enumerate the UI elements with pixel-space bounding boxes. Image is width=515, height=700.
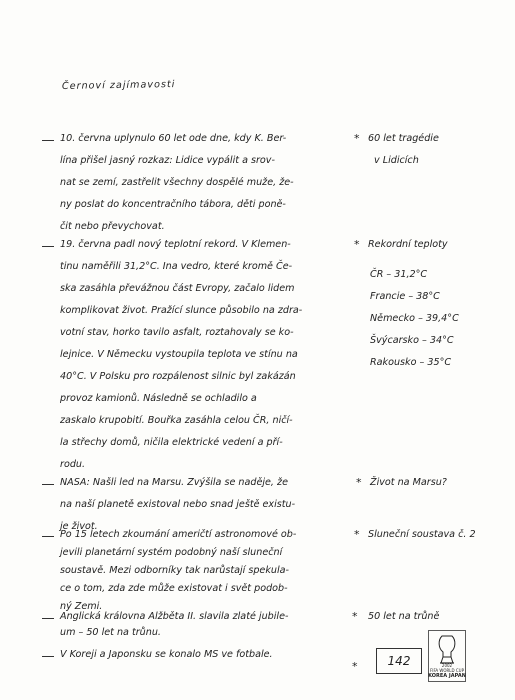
text-line: provoz kamionů. Následně se ochladilo a xyxy=(60,393,257,404)
margin-note: v Lidicích xyxy=(374,155,419,166)
text-line: NASA: Našli led na Marsu. Zvýšila se naděje, že xyxy=(60,477,288,488)
bullet-dash xyxy=(42,656,54,657)
text-line: komplikovat život. Pražící slunce působilo na zdra- xyxy=(60,305,303,316)
bullet-dash xyxy=(42,140,54,141)
star-icon: * xyxy=(354,238,360,251)
text-line: je život. xyxy=(60,521,98,532)
margin-note: Život na Marsu? xyxy=(370,477,447,488)
star-icon: * xyxy=(356,476,362,489)
margin-note: Německo – 39,4°C xyxy=(370,313,459,324)
page-title: Černoví zajímavosti xyxy=(61,79,176,92)
margin-note: Sluneční soustava č. 2 xyxy=(368,529,476,540)
margin-note: Francie – 38°C xyxy=(370,291,440,302)
text-line: 10. června uplynulo 60 let ode dne, kdy K. Ber- xyxy=(60,133,287,144)
text-line: votní stav, horko tavilo asfalt, roztahovaly se ko- xyxy=(60,327,294,338)
margin-note: 50 let na trůně xyxy=(368,611,440,622)
star-icon: * xyxy=(352,610,358,623)
text-line: um – 50 let na trůnu. xyxy=(60,627,161,638)
text-line: lejnice. V Německu vystoupila teplota ve stínu na xyxy=(60,349,298,360)
text-line: na naší planetě existoval nebo snad ještě existu- xyxy=(60,499,296,510)
text-line: zaskalo krupobití. Bouřka zasáhla celou ČR, ničí- xyxy=(60,415,293,426)
text-line: jevili planetární systém podobný naší sluneční xyxy=(60,547,283,558)
text-line: V Koreji a Japonsku se konalo MS ve fotbale. xyxy=(60,649,273,660)
margin-note: Rakousko – 35°C xyxy=(370,357,452,368)
text-line: Po 15 letech zkoumání američtí astronomové ob- xyxy=(60,529,297,540)
star-icon: * xyxy=(354,528,360,541)
text-line: rodu. xyxy=(60,459,86,470)
bullet-dash xyxy=(42,246,54,247)
margin-note: 60 let tragédie xyxy=(368,133,439,144)
text-line: tinu naměřili 31,2°C. Ina vedro, které kromě Če- xyxy=(60,261,293,272)
margin-note: Švýcarsko – 34°C xyxy=(370,335,454,346)
text-line: čit nebo převychovat. xyxy=(60,221,165,232)
text-line: ny poslat do koncentračního tábora, děti poně- xyxy=(60,199,286,210)
page-number-box: 142 xyxy=(376,648,422,674)
text-line: nat se zemí, zastřelit všechny dospělé muže, že- xyxy=(60,177,294,188)
margin-note: Rekordní teploty xyxy=(368,239,448,250)
text-line: ska zasáhla převážnou část Evropy, začalo lidem xyxy=(60,283,295,294)
text-line: ný Zemi. xyxy=(60,601,103,612)
text-line: Anglická královna Alžběta II. slavila zlaté jubile- xyxy=(60,611,289,622)
logo-line2: KOREA JAPAN xyxy=(428,673,466,679)
star-icon: * xyxy=(352,660,358,673)
text-line: ce o tom, zda zde může existovat i svět podob- xyxy=(60,583,288,594)
logo-year: 2002 xyxy=(441,663,453,668)
logo-line1: FIFA WORLD CUP xyxy=(429,668,465,673)
bullet-dash xyxy=(42,536,54,537)
margin-note: ČR – 31,2°C xyxy=(370,269,428,280)
text-line: 19. června padl nový teplotní rekord. V Klemen- xyxy=(60,239,291,250)
bullet-dash xyxy=(42,618,54,619)
text-line: lína přišel jasný rozkaz: Lidice vypálit a srov- xyxy=(60,155,275,166)
bullet-dash xyxy=(42,484,54,485)
star-icon: * xyxy=(354,132,360,145)
text-line: soustavě. Mezi odborníky tak narůstají spekula- xyxy=(60,565,289,576)
text-line: la střechy domů, ničila elektrické vedení a pří- xyxy=(60,437,283,448)
text-line: 40°C. V Polsku pro rozpálenost silnic byl zakázán xyxy=(60,371,296,382)
